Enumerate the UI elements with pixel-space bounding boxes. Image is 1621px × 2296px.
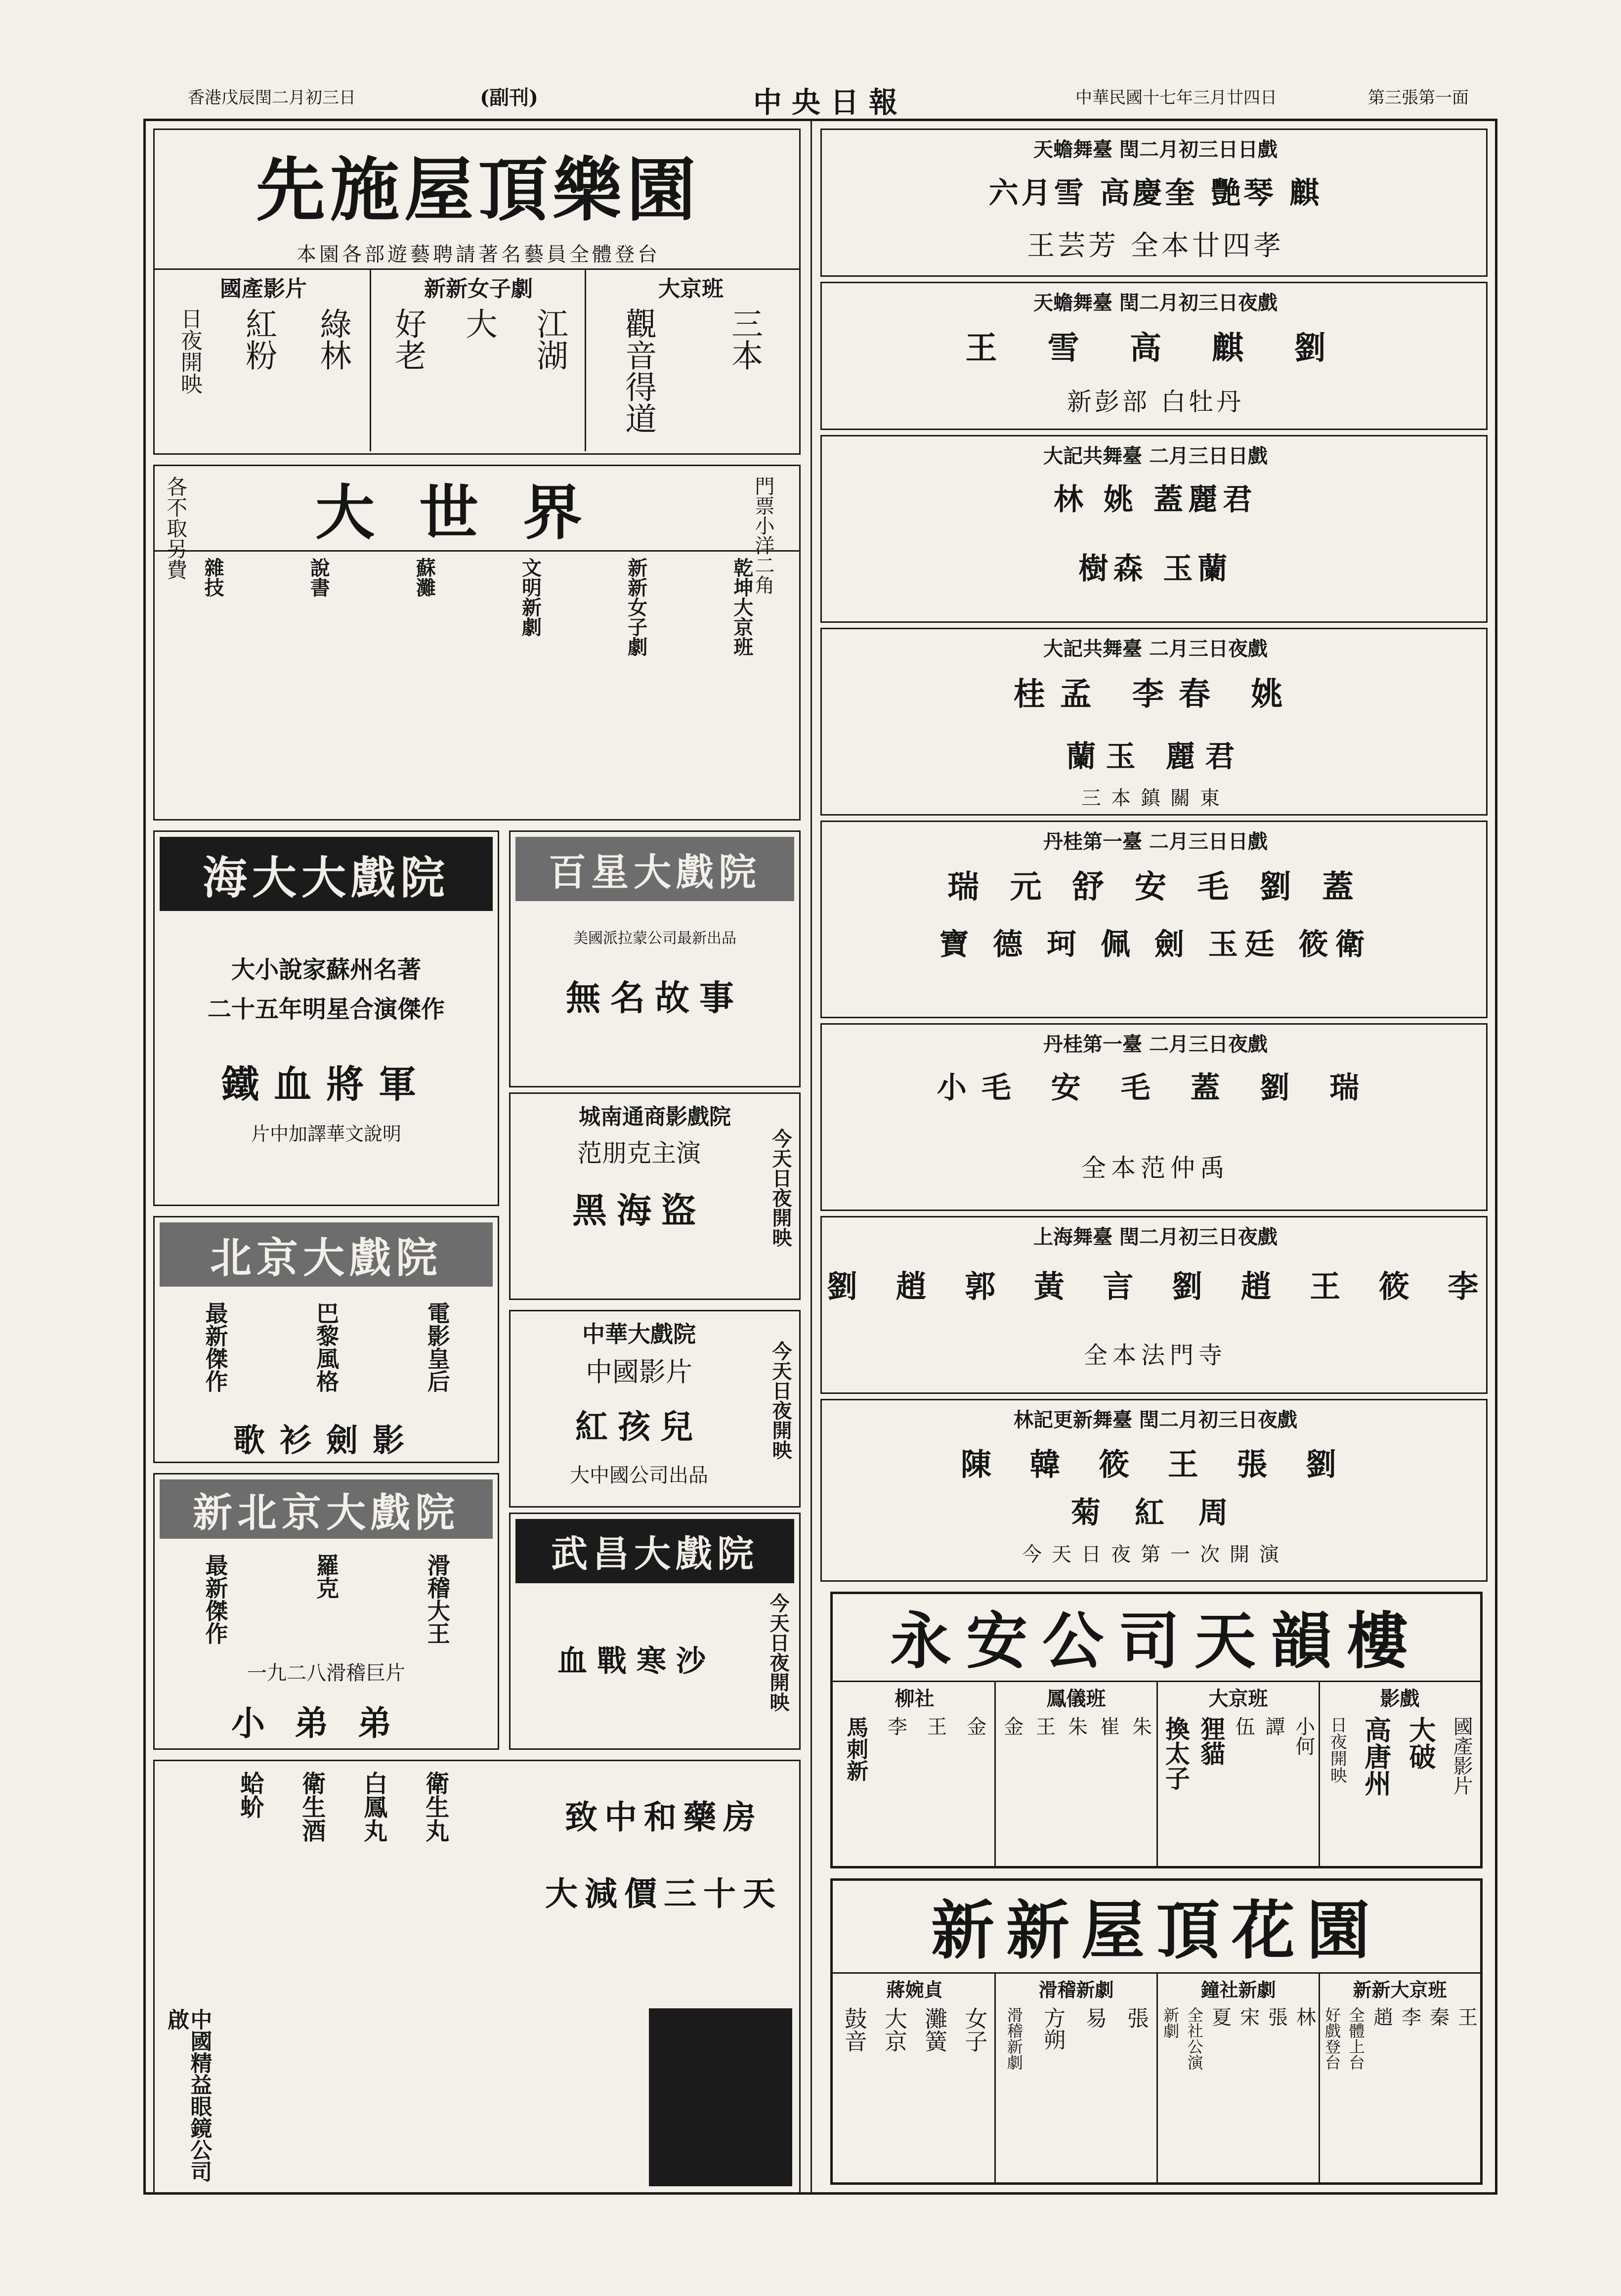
zhonghua-feature: 紅孩兒	[575, 1407, 703, 1446]
baixing-title: 百星大戲院	[515, 837, 794, 901]
chengnan-note: 今天日夜開映	[769, 1128, 792, 1247]
product-name: 衛生丸	[421, 1771, 449, 1842]
baixing-line: 美國派拉蒙公司最新出品	[573, 930, 736, 947]
chengnan-line: 范朋克主演	[577, 1139, 701, 1168]
name: 麒	[1289, 176, 1322, 211]
name: 珂	[1047, 927, 1084, 962]
name: 言	[1103, 1268, 1148, 1304]
xinxin-item: 女子	[961, 2007, 988, 2052]
masthead-paper-name: 中央日報	[753, 86, 907, 119]
yongan-col	[996, 1683, 1156, 1866]
beijing-feature: 歌衫劍影	[233, 1422, 419, 1459]
xinxin-item: 易	[1081, 2007, 1107, 2029]
xian-shi-item: 日夜開映	[176, 307, 202, 394]
yongan-ad	[830, 1592, 1483, 1868]
masthead	[148, 79, 1493, 119]
chengnan-ad	[509, 1092, 801, 1300]
xinxin-item: 新劇	[1161, 2007, 1180, 2038]
name: 周	[1198, 1496, 1240, 1530]
dangui-day	[820, 821, 1488, 1018]
theatre-name: 林記更新舞臺	[1014, 1408, 1133, 1431]
name: 劉	[827, 1268, 872, 1304]
xian-shi-banner: 先施屋頂樂園	[256, 149, 701, 231]
xian-shi-col-0	[585, 271, 797, 449]
xian-shi-col-title: 大京班	[658, 276, 724, 302]
name: 郭	[965, 1268, 1010, 1304]
xian-shi-col-1	[372, 271, 585, 449]
name: 新彭部	[1067, 388, 1151, 416]
da-shi-jie-line: 文明新劇	[518, 558, 542, 637]
program-feature	[827, 733, 1484, 776]
name: 蓋麗君	[1153, 482, 1257, 517]
xinxin-item: 張	[1265, 2007, 1288, 2027]
name: 劉	[1259, 868, 1301, 906]
name: 安	[1135, 868, 1176, 906]
yongan-col	[1158, 1683, 1319, 1866]
program-header	[827, 440, 1484, 469]
name: 黃	[1033, 1268, 1078, 1304]
masthead-date: 中華民國十七年三月廿四日	[1075, 88, 1277, 108]
xinxin-item: 好戲登台	[1322, 2007, 1342, 2070]
da-shi-jie-line: 雜技	[201, 558, 225, 597]
program-header	[827, 134, 1484, 162]
name: 王	[1310, 1268, 1355, 1304]
dangui-night	[820, 1023, 1488, 1211]
zhonghua-note: 大中國公司出品	[570, 1464, 708, 1487]
program-names	[827, 1440, 1484, 1484]
haiyan-feature: 鐵血將軍	[221, 1062, 431, 1106]
name: 佩	[1101, 927, 1137, 962]
name: 李春	[1132, 676, 1225, 713]
xian-shi-ad	[153, 129, 801, 455]
yongan-item: 金	[1000, 1716, 1024, 1736]
theatre-name: 大記共舞臺	[1043, 637, 1143, 660]
program-feature: 全本法門寺	[1083, 1342, 1227, 1369]
beijing-line: 巴黎風格	[313, 1301, 340, 1392]
linji-night	[820, 1399, 1488, 1582]
name: 安	[1051, 1071, 1096, 1105]
masthead-page-label: 第三張第一面	[1368, 88, 1469, 108]
xinxin-col-title: 鐘社新劇	[1200, 1979, 1276, 2001]
xian-shi-col-title: 新新女子劇	[424, 276, 533, 302]
xinxin-item: 全體上台	[1346, 2007, 1365, 2070]
dark-block	[649, 2008, 792, 2186]
xian-shi-item: 觀音得道	[620, 307, 657, 434]
xinxin-item: 趙	[1370, 2007, 1393, 2027]
name: 麒	[1212, 330, 1264, 367]
xian-shi-col-2	[157, 271, 370, 449]
name: 桂孟	[1013, 676, 1107, 713]
name: 高	[1130, 330, 1181, 367]
yongan-item: 李	[884, 1716, 907, 1736]
xinxin-item: 滑稽新劇	[1004, 2007, 1024, 2070]
name: 玉蘭	[1163, 552, 1233, 586]
name: 高慶奎	[1100, 176, 1198, 211]
program-header	[827, 1221, 1484, 1250]
xinxin-col-title: 蔣婉貞	[886, 1979, 943, 2001]
xian-shi-item: 綠林	[314, 307, 351, 371]
shanghai-night	[820, 1216, 1493, 1394]
program-header	[827, 1029, 1484, 1057]
name: 劍	[1154, 927, 1191, 962]
xinbei-line: 羅克	[313, 1554, 340, 1599]
xinxin-item: 鼓音	[841, 2007, 868, 2052]
yongan-item: 伍	[1232, 1716, 1255, 1736]
xian-shi-item: 大	[460, 307, 497, 339]
program-names	[827, 862, 1484, 907]
name: 麗君	[1165, 739, 1245, 774]
yongan-item: 大破	[1405, 1716, 1437, 1770]
haiyan-ad	[153, 830, 499, 1206]
da-shi-jie-ad	[153, 465, 801, 821]
xian-shi-col-title: 國產影片	[220, 276, 307, 302]
program-names	[827, 669, 1484, 714]
name: 筱衛	[1298, 927, 1372, 962]
program-feature: 全本范仲禹	[1081, 1154, 1230, 1182]
xinxin-col	[1320, 1975, 1480, 2182]
da-shi-jie-programs	[160, 558, 795, 815]
program-names	[827, 170, 1484, 212]
program-names	[827, 1262, 1493, 1306]
theatre-name: 丹桂第一臺	[1043, 830, 1143, 853]
zhonghua-title: 中華大戲院	[582, 1321, 696, 1347]
wuchang-note: 今天日夜開映	[767, 1593, 790, 1712]
name: 趙	[1240, 1268, 1285, 1304]
masthead-print-note: 香港戊辰閏二月初三日	[188, 88, 356, 108]
yongan-col-title: 大京班	[1208, 1687, 1268, 1710]
name: 姚	[1104, 482, 1138, 517]
xinxin-col	[834, 1975, 995, 2182]
beijing-line: 最新傑作	[202, 1301, 229, 1392]
program-line: 二月三日日戲	[1149, 830, 1268, 853]
yongan-item: 王	[924, 1716, 947, 1736]
yongan-col-title: 柳社	[895, 1687, 935, 1710]
xinxin-item: 李	[1398, 2007, 1421, 2027]
xinxin-item: 大京	[881, 2007, 908, 2052]
xinbei-ad	[153, 1473, 499, 1750]
program-names	[827, 1064, 1484, 1107]
haiyan-title: 海大大戲院	[160, 837, 493, 911]
program-feature	[827, 921, 1484, 963]
name: 李	[1448, 1268, 1493, 1304]
da-shi-jie-line: 說書	[307, 558, 331, 597]
xinxin-item: 夏	[1208, 2007, 1232, 2027]
program-line: 閏二月初三日夜戲	[1119, 1225, 1278, 1249]
xinxin-item: 灘簧	[921, 2007, 948, 2052]
yongan-item: 高唐州	[1360, 1716, 1392, 1796]
xinbei-note: 一九二八滑稽巨片	[247, 1662, 405, 1685]
medicine-ad	[153, 1760, 801, 2195]
xinxin-item: 方朔	[1040, 2007, 1066, 2050]
program-line: 閏二月初三日夜戲	[1139, 1408, 1297, 1431]
xinbei-lines	[160, 1554, 493, 1652]
yongan-item: 馬刺新	[843, 1716, 868, 1781]
name: 樹森	[1078, 552, 1148, 586]
xinxin-item: 林	[1293, 2007, 1316, 2027]
name: 劉	[1172, 1268, 1217, 1304]
name: 張	[1237, 1446, 1281, 1482]
zhizhong-name: 致中和藥房	[565, 1798, 763, 1836]
name: 小毛	[937, 1071, 1026, 1105]
xian-shi-tagline: 本園各部遊藝聘請著名藝員全體登台	[297, 243, 660, 266]
name: 蓋	[1322, 868, 1364, 906]
xinxin-item: 秦	[1426, 2007, 1450, 2027]
program-header	[827, 633, 1484, 661]
xinxin-banner: 新新屋頂花園	[931, 1894, 1382, 1968]
da-shi-jie-line: 乾坤大京班	[730, 558, 754, 656]
yongan-item: 國產影片	[1450, 1716, 1473, 1795]
chengnan-title: 城南通商影戲院	[579, 1104, 731, 1129]
yongan-item: 崔	[1097, 1716, 1120, 1736]
program-header	[827, 1404, 1484, 1432]
program-names	[827, 323, 1484, 368]
da-shi-jie-price: 門票小洋二角	[752, 476, 774, 595]
haiyan-line: 大小說家蘇州名著	[231, 956, 421, 984]
name: 姚	[1251, 676, 1298, 713]
name: 瑞	[947, 868, 989, 906]
xinxin-item: 王	[1454, 2007, 1478, 2027]
xinxin-col-title: 滑稽新劇	[1038, 1979, 1114, 2001]
name: 劉	[1294, 330, 1346, 367]
yongan-item: 譚	[1262, 1716, 1285, 1736]
zhizhong-block	[540, 1781, 787, 1929]
program-line: 閏二月初三日夜戲	[1119, 291, 1278, 314]
name: 玉廷	[1208, 927, 1281, 962]
dajixiang-night	[820, 628, 1488, 816]
program-header	[827, 826, 1484, 854]
center-divider	[810, 119, 812, 2195]
xian-shi-item: 江湖	[531, 307, 568, 371]
tianchan-night	[820, 282, 1488, 430]
baixing-feature: 無名故事	[566, 977, 744, 1018]
zhonghua-ad	[509, 1310, 801, 1508]
name: 劉	[1306, 1446, 1351, 1482]
program-feature	[827, 1489, 1484, 1532]
beijing-lines	[160, 1301, 493, 1410]
name: 舒	[1072, 868, 1114, 906]
name: 紅	[1135, 1496, 1176, 1530]
dajixiang-day	[820, 435, 1488, 623]
yongan-item: 狸貓	[1196, 1716, 1226, 1766]
yongan-col	[834, 1683, 995, 1866]
yongan-col	[1320, 1683, 1480, 1866]
program-note: 三本鎮關東	[1081, 787, 1230, 810]
name: 王芸芳	[1027, 230, 1119, 262]
name: 筱	[1378, 1268, 1423, 1304]
name: 寶	[939, 927, 976, 962]
name: 毛	[1120, 1071, 1165, 1105]
program-line: 二月三日日戲	[1149, 444, 1268, 468]
zhonghua-schedule: 今天日夜開映	[769, 1341, 792, 1460]
name: 陳	[960, 1446, 1005, 1482]
program-header	[827, 287, 1484, 315]
xinbei-title: 新北京大戲院	[160, 1479, 493, 1539]
wuchang-feature: 血戰寒沙	[557, 1644, 716, 1679]
name: 菊	[1071, 1496, 1113, 1530]
product-name: 白鳳丸	[359, 1771, 387, 1842]
da-shi-jie-line: 新新女子劇	[624, 558, 648, 656]
name: 蓋	[1190, 1071, 1235, 1105]
masthead-section: (副刊)	[480, 86, 538, 109]
product-name: 蛤蚧	[236, 1771, 264, 1819]
xian-shi-item: 好老	[389, 307, 427, 371]
theatre-name: 天蟾舞臺	[1033, 138, 1113, 161]
program-feature	[827, 382, 1484, 418]
xinxin-ad	[830, 1878, 1483, 2185]
theatre-name: 天蟾舞臺	[1033, 291, 1113, 314]
xinxin-col-title: 新新大京班	[1353, 1979, 1447, 2001]
yongan-item: 朱	[1065, 1716, 1088, 1736]
xian-shi-item: 三本	[726, 307, 763, 371]
yongan-item: 小何	[1292, 1716, 1315, 1756]
theatre-name: 上海舞臺	[1033, 1225, 1113, 1249]
xinxin-col	[996, 1975, 1156, 2182]
name: 王	[965, 330, 1017, 367]
program-feature	[827, 224, 1484, 263]
name: 白牡丹	[1160, 388, 1244, 416]
name: 蘭玉	[1066, 739, 1146, 774]
name: 韓	[1029, 1446, 1074, 1482]
chengnan-feature: 黑海盜	[572, 1190, 706, 1231]
beijing-line: 電影皇后	[424, 1301, 451, 1392]
program-line: 閏二月初三日日戲	[1119, 138, 1278, 161]
xinxin-item: 宋	[1237, 2007, 1260, 2027]
yongan-item: 王	[1032, 1716, 1056, 1736]
haiyan-line: 二十五年明星合演傑作	[207, 996, 445, 1023]
name: 德	[993, 927, 1030, 962]
zhonghua-line: 中國影片	[586, 1356, 692, 1387]
program-names	[827, 476, 1484, 519]
name: 雪	[1047, 330, 1099, 367]
name: 趙	[896, 1268, 940, 1304]
program-line: 二月三日夜戲	[1149, 637, 1268, 660]
xinbei-feature: 小弟弟	[231, 1704, 421, 1743]
xinbei-line: 最新傑作	[202, 1554, 229, 1645]
name: 全本廿四孝	[1130, 230, 1284, 262]
yongan-item: 換太子	[1161, 1716, 1191, 1790]
name: 六月雪	[988, 176, 1087, 211]
yongan-item: 日夜開映	[1327, 1716, 1347, 1783]
program-line: 二月三日夜戲	[1149, 1033, 1268, 1056]
wuchang-ad	[509, 1513, 801, 1750]
yongan-col-title: 鳳儀班	[1046, 1687, 1106, 1710]
zhizhong-promo: 大減價三十天	[545, 1874, 782, 1913]
beijing-title: 北京大戲院	[160, 1222, 493, 1287]
name: 瑞	[1329, 1071, 1374, 1105]
da-shi-jie-side: 各不取另費	[164, 476, 188, 580]
theatre-name: 大記共舞臺	[1043, 444, 1143, 468]
product-name: 衛生酒	[298, 1771, 326, 1842]
yongan-item: 金	[963, 1716, 986, 1736]
beijing-ad	[153, 1216, 499, 1463]
zhizhong-products	[219, 1771, 466, 1989]
name: 毛	[1197, 868, 1239, 906]
da-shi-jie-title: 大世界	[315, 478, 627, 548]
da-shi-jie-line: 蘇灘	[413, 558, 436, 597]
xinxin-col	[1158, 1975, 1319, 2182]
wuchang-title: 武昌大戲院	[515, 1519, 794, 1583]
xinbei-line: 滑稽大王	[424, 1554, 451, 1645]
program-feature	[827, 545, 1484, 588]
xinxin-item: 全社公演	[1185, 2007, 1204, 2070]
name: 王	[1167, 1446, 1212, 1482]
yongan-col-title: 影戲	[1380, 1687, 1420, 1710]
name: 艷琴	[1211, 176, 1277, 211]
xinxin-item: 張	[1123, 2007, 1149, 2029]
xian-shi-item: 紅粉	[240, 307, 277, 371]
haiyan-note: 片中加譯華文說明	[251, 1123, 401, 1145]
theatre-name: 丹桂第一臺	[1043, 1033, 1143, 1056]
name: 林	[1054, 482, 1089, 517]
baixing-ad	[509, 830, 801, 1087]
program-note: 今天日夜第一次開演	[1022, 1543, 1289, 1566]
name: 筱	[1099, 1446, 1144, 1482]
name: 元	[1010, 868, 1052, 906]
tianchan-day	[820, 129, 1488, 277]
yongan-banner: 永安公司天韻樓	[890, 1605, 1423, 1677]
glasses-ad: 中國精益眼鏡公司啟	[164, 2008, 212, 2182]
name: 劉	[1260, 1071, 1305, 1105]
yongan-item: 朱	[1129, 1716, 1152, 1736]
